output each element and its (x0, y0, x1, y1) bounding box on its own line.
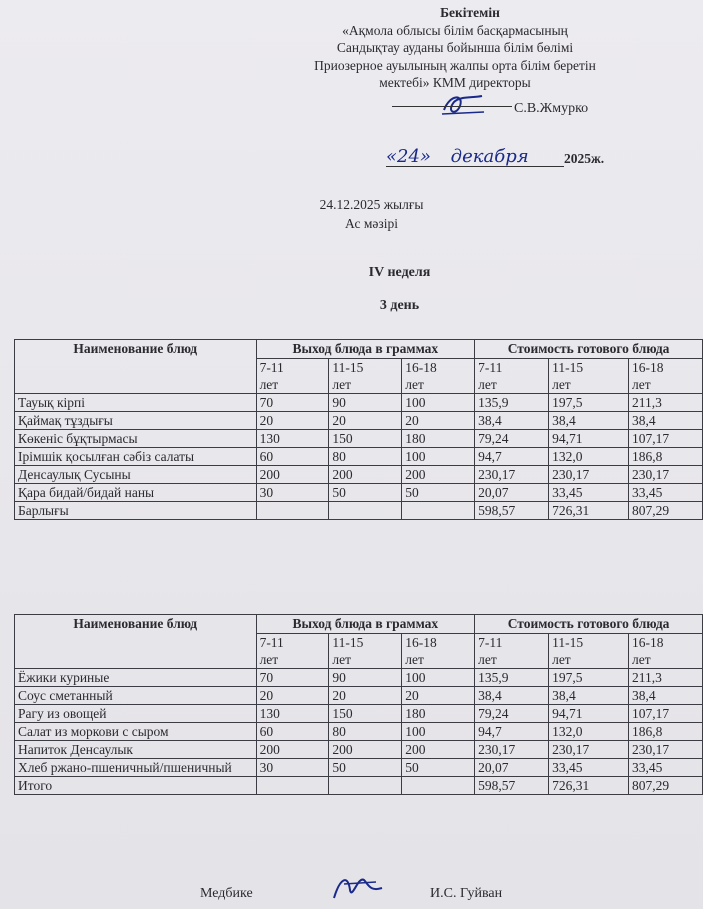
cost-cell: 38,4 (549, 687, 629, 705)
yield-cell: 200 (402, 741, 475, 759)
cost-cell: 79,24 (475, 705, 549, 723)
yield-cell: 20 (402, 687, 475, 705)
menu-table-ru (14, 614, 703, 795)
cost-cell: 20,07 (475, 759, 549, 777)
director-signature (438, 90, 488, 118)
age-cell: 16-18 лет (629, 634, 703, 669)
age-cell: 16-18 лет (402, 634, 475, 669)
day-label: 3 день (379, 298, 420, 313)
cost-cell: 107,17 (629, 430, 703, 448)
date-underline (386, 166, 564, 167)
dish-name-cell: Денсаулық Сусыны (15, 466, 257, 484)
nurse-signature (330, 870, 386, 904)
age-cell: 11-15 лет (549, 359, 629, 394)
yield-cell: 50 (329, 484, 402, 502)
cost-cell: 230,17 (549, 741, 629, 759)
yield-cell: 50 (329, 759, 402, 777)
total-row (15, 777, 703, 795)
approval-day: «24» (386, 146, 431, 167)
cost-cell: 197,5 (549, 394, 629, 412)
cost-cell: 94,7 (475, 448, 549, 466)
table-row (15, 484, 703, 502)
cost-cell: 230,17 (629, 466, 703, 484)
yield-cell: 180 (402, 430, 475, 448)
yield-cell: 100 (402, 669, 475, 687)
yield-cell: 30 (256, 484, 329, 502)
total-row (15, 502, 703, 520)
cost-cell: 807,29 (629, 777, 703, 795)
table-row (15, 466, 703, 484)
dish-name-cell: Рагу из овощей (15, 705, 257, 723)
yield-cell (256, 777, 329, 795)
yield-cell: 60 (256, 448, 329, 466)
cost-cell: 230,17 (475, 741, 549, 759)
table-row (15, 741, 703, 759)
yield-header: Выход блюда в граммах (256, 615, 475, 634)
approval-line: Сандықтау ауданы бойынша білім бөлімі (336, 40, 574, 55)
yield-cell: 20 (329, 687, 402, 705)
cost-cell: 726,31 (549, 777, 629, 795)
table-row (15, 705, 703, 723)
yield-cell: 200 (402, 466, 475, 484)
cost-cell: 186,8 (629, 723, 703, 741)
table-row (15, 669, 703, 687)
yield-cell: 90 (329, 394, 402, 412)
dish-header: Наименование блюд (15, 615, 257, 669)
age-cell: 7-11 лет (256, 634, 329, 669)
yield-cell: 20 (329, 412, 402, 430)
cost-cell: 598,57 (475, 502, 549, 520)
menu-date: 24.12.2025 жылғы (319, 197, 424, 212)
dish-name-cell: Ірімшік қосылған сәбіз салаты (15, 448, 257, 466)
cost-cell: 230,17 (549, 466, 629, 484)
cost-cell: 38,4 (475, 687, 549, 705)
signature-line (392, 106, 512, 107)
cost-cell: 135,9 (475, 669, 549, 687)
age-cell: 11-15 лет (549, 634, 629, 669)
cost-cell: 132,0 (549, 448, 629, 466)
table-row (15, 394, 703, 412)
yield-cell: 100 (402, 394, 475, 412)
week-label: IV неделя (368, 265, 431, 280)
table-row (15, 687, 703, 705)
yield-cell: 50 (402, 759, 475, 777)
cost-cell: 211,3 (629, 669, 703, 687)
yield-cell: 70 (256, 394, 329, 412)
cost-cell: 107,17 (629, 705, 703, 723)
dish-name-cell: Напиток Денсаулык (15, 741, 257, 759)
approval-date (386, 146, 529, 167)
approval-line: Приозерное ауылының жалпы орта білім беретін (314, 57, 596, 73)
cost-cell: 197,5 (549, 669, 629, 687)
cost-cell: 33,45 (629, 759, 703, 777)
yield-cell: 20 (256, 412, 329, 430)
cost-cell: 33,45 (549, 484, 629, 502)
yield-cell: 20 (402, 412, 475, 430)
director-name: С.В.Жмурко (514, 101, 589, 116)
cost-cell: 132,0 (549, 723, 629, 741)
yield-cell: 90 (329, 669, 402, 687)
approval-block (285, 4, 625, 92)
yield-cell: 20 (256, 687, 329, 705)
yield-cell: 150 (329, 430, 402, 448)
yield-cell: 50 (402, 484, 475, 502)
cost-cell: 211,3 (629, 394, 703, 412)
approval-line: «Ақмола облысы білім басқармасының (342, 22, 568, 38)
approval-head: Бекітемін (440, 5, 500, 20)
dish-name-cell: Ёжики куриные (15, 669, 257, 687)
cost-cell: 79,24 (475, 430, 549, 448)
cost-cell: 33,45 (549, 759, 629, 777)
cost-cell: 94,7 (475, 723, 549, 741)
yield-header: Выход блюда в граммах (256, 340, 475, 359)
dish-name-cell: Барлығы (15, 502, 257, 520)
yield-cell: 130 (256, 705, 329, 723)
age-cell: 7-11 лет (256, 359, 329, 394)
yield-cell (329, 502, 402, 520)
table-row (15, 448, 703, 466)
age-cell: 11-15 лет (329, 359, 402, 394)
cost-cell: 598,57 (475, 777, 549, 795)
dish-name-cell: Соус сметанный (15, 687, 257, 705)
cost-header: Стоимость готового блюда (475, 340, 703, 359)
dish-name-cell: Хлеб ржано-пшеничный/пшеничный (15, 759, 257, 777)
dish-name-cell: Қаймақ тұздығы (15, 412, 257, 430)
cost-cell: 38,4 (629, 412, 703, 430)
table-row (15, 723, 703, 741)
yield-cell (402, 502, 475, 520)
cost-cell: 186,8 (629, 448, 703, 466)
dish-name-cell: Салат из моркови с сыром (15, 723, 257, 741)
yield-cell: 200 (256, 741, 329, 759)
approval-line: мектебі» КММ директоры (379, 75, 531, 90)
dish-name-cell: Көкеніс бұқтырмасы (15, 430, 257, 448)
dish-name-cell: Қара бидай/бидай наны (15, 484, 257, 502)
age-cell: 11-15 лет (329, 634, 402, 669)
dish-header: Наименование блюд (15, 340, 257, 394)
dish-name-cell: Тауық кірпі (15, 394, 257, 412)
yield-cell: 130 (256, 430, 329, 448)
cost-cell: 38,4 (549, 412, 629, 430)
age-cell: 16-18 лет (629, 359, 703, 394)
cost-cell: 230,17 (475, 466, 549, 484)
cost-cell: 135,9 (475, 394, 549, 412)
table-row (15, 759, 703, 777)
nurse-name: И.С. Гуйван (430, 886, 503, 901)
menu-title: Ас мәзірі (345, 216, 398, 231)
cost-cell: 33,45 (629, 484, 703, 502)
yield-cell: 200 (256, 466, 329, 484)
yield-cell: 100 (402, 448, 475, 466)
cost-cell: 807,29 (629, 502, 703, 520)
yield-cell (329, 777, 402, 795)
cost-cell: 94,71 (549, 430, 629, 448)
yield-cell: 200 (329, 466, 402, 484)
cost-cell: 94,71 (549, 705, 629, 723)
table-row (15, 412, 703, 430)
yield-cell (402, 777, 475, 795)
table-row (15, 430, 703, 448)
nurse-role: Медбике (200, 886, 253, 901)
yield-cell (256, 502, 329, 520)
yield-cell: 100 (402, 723, 475, 741)
age-cell: 7-11 лет (475, 359, 549, 394)
yield-cell: 80 (329, 448, 402, 466)
cost-cell: 230,17 (629, 741, 703, 759)
dish-name-cell: Итого (15, 777, 257, 795)
yield-cell: 200 (329, 741, 402, 759)
cost-cell: 38,4 (475, 412, 549, 430)
yield-cell: 150 (329, 705, 402, 723)
yield-cell: 70 (256, 669, 329, 687)
approval-year: 2025ж. (564, 151, 605, 166)
yield-cell: 30 (256, 759, 329, 777)
approval-month: декабря (450, 146, 529, 167)
yield-cell: 80 (329, 723, 402, 741)
cost-cell: 726,31 (549, 502, 629, 520)
menu-table-kz (14, 339, 703, 520)
cost-header: Стоимость готового блюда (475, 615, 703, 634)
age-cell: 16-18 лет (402, 359, 475, 394)
age-cell: 7-11 лет (475, 634, 549, 669)
yield-cell: 180 (402, 705, 475, 723)
cost-cell: 20,07 (475, 484, 549, 502)
cost-cell: 38,4 (629, 687, 703, 705)
yield-cell: 60 (256, 723, 329, 741)
